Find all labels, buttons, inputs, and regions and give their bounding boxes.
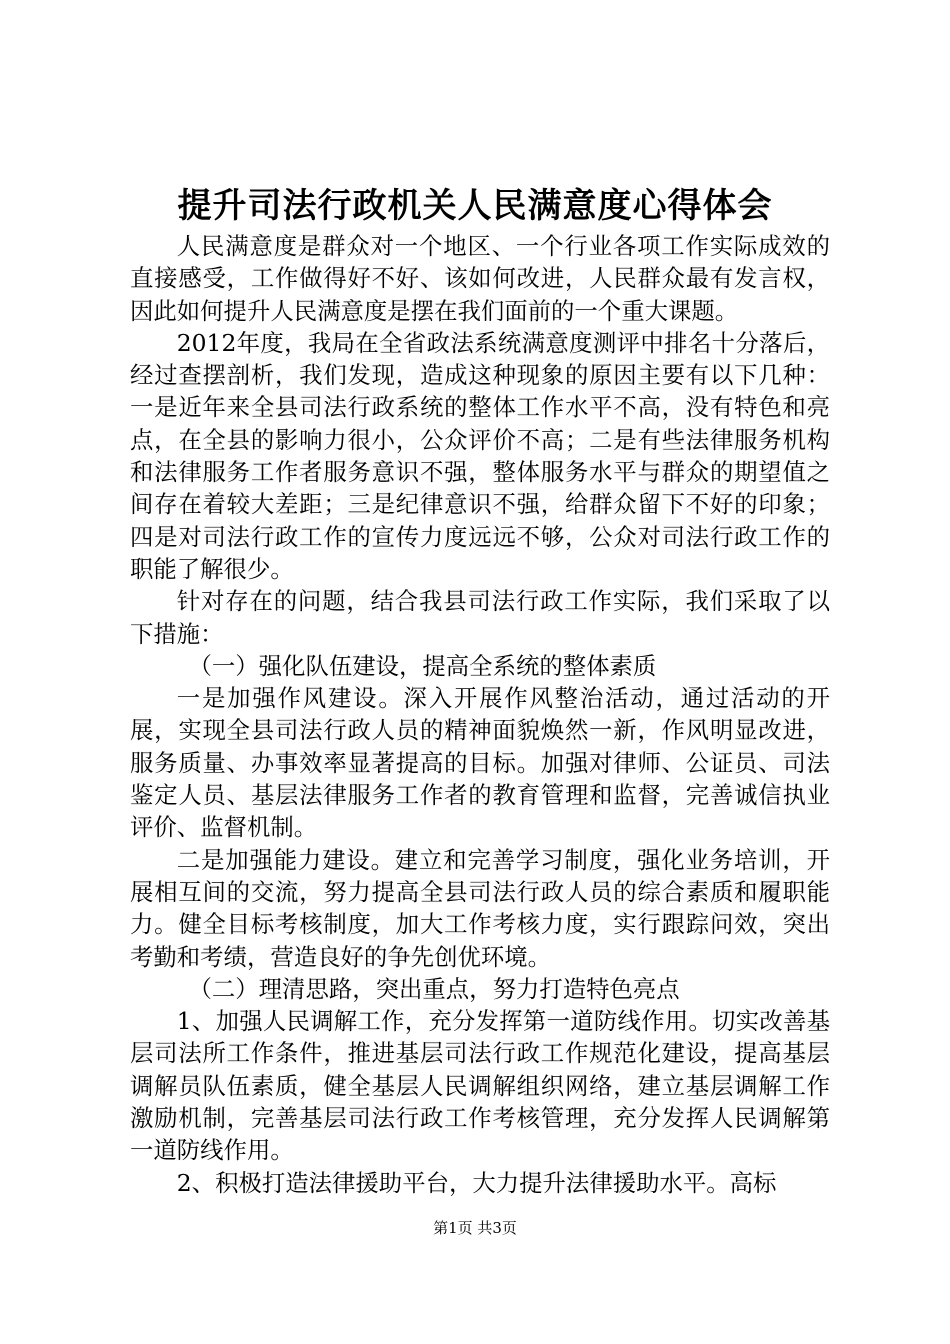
page-number: 第1页 共3页 <box>433 1219 517 1237</box>
paragraph-style-building: 一是加强作风建设。深入开展作风整治活动，通过活动的开展，实现全县司法行政人员的精神面貌焕然一新，作风明显改进，服务质量、办事效率显著提高的目标。加强对律师、公证员、司法鉴定人员、基层法律服务工作者的教育管理和监督，完善诚信执业评价、监督机制。 <box>130 684 830 842</box>
section-heading-2: （二）理清思路，突出重点，努力打造特色亮点 <box>188 974 680 1003</box>
paragraph-capacity-building: 二是加强能力建设。建立和完善学习制度，强化业务培训，开展相互间的交流，努力提高全县司法行政人员的综合素质和履职能力。健全目标考核制度，加大工作考核力度，实行跟踪问效，突出考勤和考绩，营造良好的争先创优环境。 <box>130 845 830 971</box>
document-title: 提升司法行政机关人民满意度心得体会 <box>177 186 773 226</box>
document-body <box>130 230 830 1199</box>
paragraph-problems: 2012年度，我局在全省政法系统满意度测评中排名十分落后，经过查摆剖析，我们发现，造成这种现象的原因主要有以下几种：一是近年来全县司法行政系统的整体工作水平不高，没有特色和亮点，在全县的影响力很小，公众评价不高；二是有些法律服务机构和法律服务工作者服务意识不强，整体服务水平与群众的期望值之间存在着较大差距；三是纪律意识不强，给群众留下不好的印象；四是对司法行政工作的宣传力度远远不够，公众对司法行政工作的职能了解很少。 <box>130 328 830 583</box>
section-heading-1: （一）强化队伍建设，提高全系统的整体素质 <box>188 651 657 680</box>
paragraph-legal-aid: 2、积极打造法律援助平台，大力提升法律援助水平。高标 <box>176 1168 777 1197</box>
paragraph-mediation: 1、加强人民调解工作，充分发挥第一道防线作用。切实改善基层司法所工作条件，推进基层司法行政工作规范化建设，提高基层调解员队伍素质，健全基层人民调解组织网络，建立基层调解工作激励机制，完善基层司法行政工作考核管理，充分发挥人民调解第一道防线作用。 <box>130 1007 830 1165</box>
paragraph-intro: 人民满意度是群众对一个地区、一个行业各项工作实际成效的直接感受，工作做得好不好、该如何改进，人民群众最有发言权，因此如何提升人民满意度是摆在我们面前的一个重大课题。 <box>130 232 830 325</box>
paragraph-measures-intro: 针对存在的问题，结合我县司法行政工作实际，我们采取了以下措施： <box>130 587 830 648</box>
